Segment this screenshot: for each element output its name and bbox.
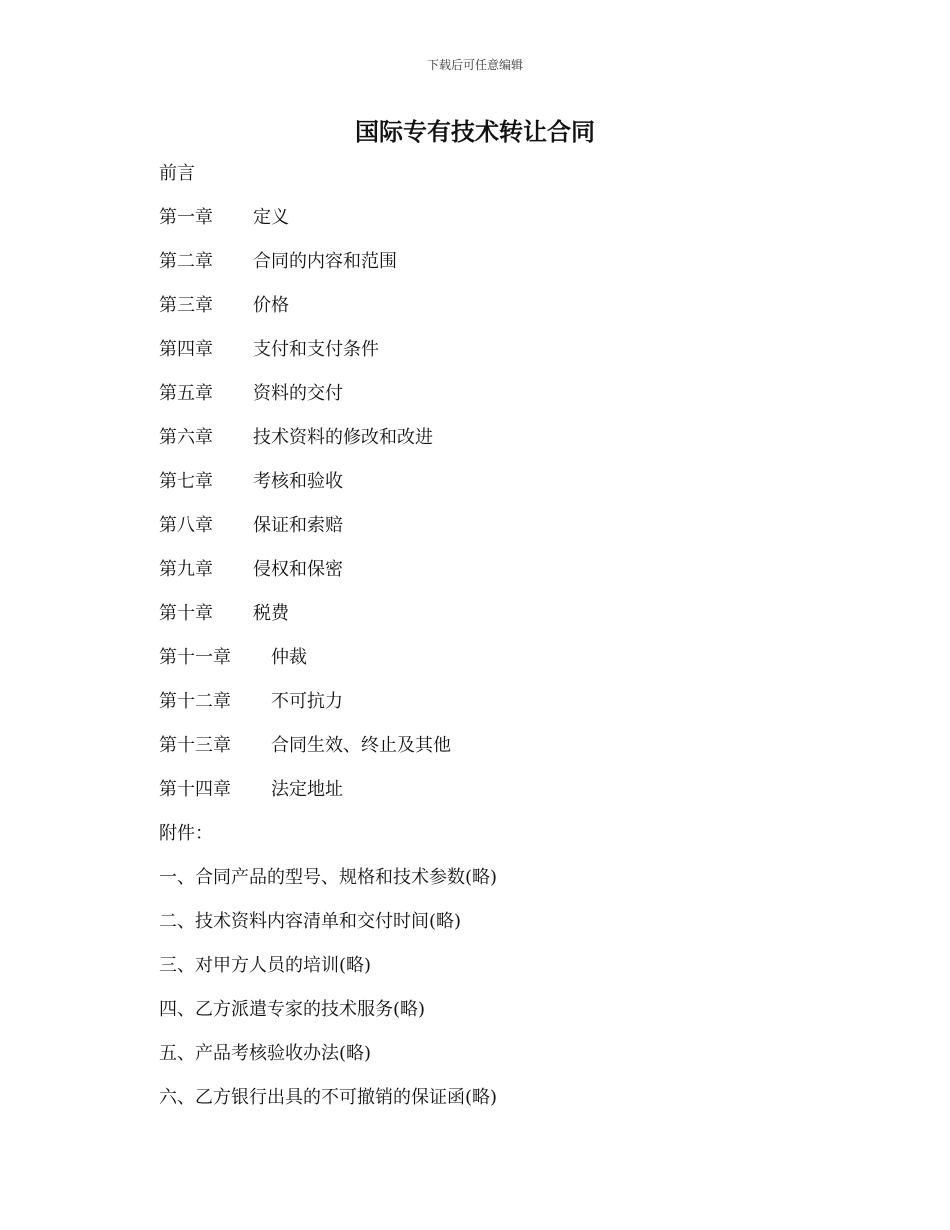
chapter-name: 合同生效、终止及其他 <box>271 735 451 756</box>
chapter-name: 合同的内容和范围 <box>253 251 397 272</box>
chapter-line <box>159 600 859 644</box>
chapter-number: 第十四章 <box>159 779 231 800</box>
table-of-contents <box>159 160 859 1128</box>
chapter-number: 第十章 <box>159 603 213 624</box>
chapter-line <box>159 424 859 468</box>
preface-line: 前言 <box>159 163 195 184</box>
chapter-line <box>159 468 859 512</box>
chapter-line <box>159 380 859 424</box>
chapter-number: 第十三章 <box>159 735 231 756</box>
document-title: 国际专有技术转让合同 <box>355 117 595 146</box>
header-note: 下载后可任意编辑 <box>426 58 523 72</box>
chapter-line <box>159 776 859 820</box>
chapter-line <box>159 248 859 292</box>
chapter-name: 考核和验收 <box>253 471 343 492</box>
chapter-number: 第一章 <box>159 207 213 228</box>
chapter-name: 仲裁 <box>271 647 307 668</box>
chapter-number: 第十一章 <box>159 647 231 668</box>
chapter-name: 法定地址 <box>271 779 343 800</box>
attachment-item: 四、乙方派遣专家的技术服务(略) <box>159 999 426 1020</box>
chapter-name: 定义 <box>253 207 289 228</box>
chapter-name: 不可抗力 <box>271 691 343 712</box>
chapter-line <box>159 512 859 556</box>
chapter-line <box>159 688 859 732</box>
chapter-number: 第三章 <box>159 295 213 316</box>
attachment-item: 三、对甲方人员的培训(略) <box>159 955 372 976</box>
chapter-line <box>159 204 859 248</box>
chapter-number: 第八章 <box>159 515 213 536</box>
chapter-name: 支付和支付条件 <box>253 339 379 360</box>
chapter-line <box>159 556 859 600</box>
chapter-name: 税费 <box>253 603 289 624</box>
chapter-number: 第六章 <box>159 427 213 448</box>
chapter-name: 技术资料的修改和改进 <box>253 427 433 448</box>
attachment-item: 二、技术资料内容清单和交付时间(略) <box>159 911 462 932</box>
chapter-name: 侵权和保密 <box>253 559 343 580</box>
chapter-line <box>159 732 859 776</box>
attachment-item: 五、产品考核验收办法(略) <box>159 1043 372 1064</box>
chapter-name: 资料的交付 <box>253 383 343 404</box>
chapter-number: 第二章 <box>159 251 213 272</box>
chapter-name: 价格 <box>253 295 289 316</box>
chapter-number: 第九章 <box>159 559 213 580</box>
chapter-number: 第七章 <box>159 471 213 492</box>
attachments-label: 附件： <box>159 823 213 844</box>
chapter-name: 保证和索赔 <box>253 515 343 536</box>
chapter-number: 第五章 <box>159 383 213 404</box>
chapter-number: 第四章 <box>159 339 213 360</box>
chapter-line <box>159 336 859 380</box>
attachment-item: 一、合同产品的型号、规格和技术参数(略) <box>159 867 498 888</box>
attachment-item: 六、乙方银行出具的不可撤销的保证函(略) <box>159 1087 498 1108</box>
chapter-line <box>159 292 859 336</box>
chapter-line <box>159 644 859 688</box>
chapter-number: 第十二章 <box>159 691 231 712</box>
